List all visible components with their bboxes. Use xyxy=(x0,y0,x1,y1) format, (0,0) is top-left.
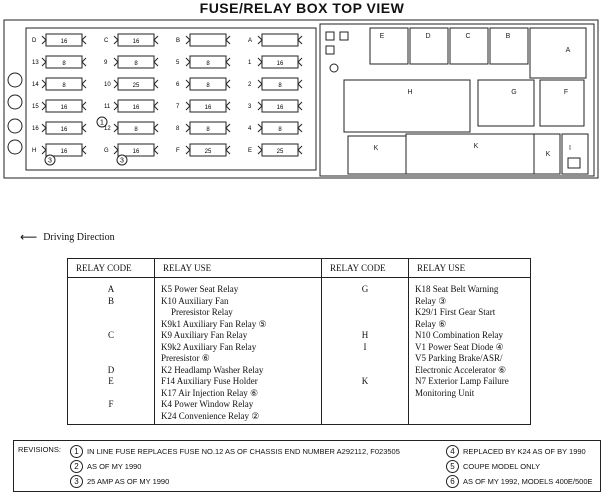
relay-code xyxy=(74,342,148,354)
fuse-rating: 16 xyxy=(60,149,68,155)
revision-number: 5 xyxy=(446,460,459,473)
fuse-position-label: 11 xyxy=(104,104,111,110)
relay-use: Relay ⑥ xyxy=(415,318,447,329)
fuse-position-label: C xyxy=(104,38,109,44)
relay-code xyxy=(328,353,402,365)
relay-use: N10 Combination Relay xyxy=(415,330,503,340)
fuse-rating: 8 xyxy=(134,61,138,67)
revision-item xyxy=(70,445,400,458)
fuse-rating: 16 xyxy=(132,149,140,155)
col-relay-use-1: RELAY USE xyxy=(155,259,322,278)
fuse-rating: 8 xyxy=(206,83,210,89)
relay-use: N7 Exterior Lamp Failure xyxy=(415,376,509,386)
revisions-label: REVISIONS: xyxy=(18,445,61,454)
relay-label: C xyxy=(465,33,471,40)
relay-code: B xyxy=(107,295,114,306)
fuse-rating: 8 xyxy=(62,83,66,89)
relay-code xyxy=(328,296,402,308)
relay-use: Electronic Accelerator ⑥ xyxy=(415,364,507,375)
relay-code xyxy=(74,319,148,331)
relay-label: A xyxy=(565,47,571,54)
fuse-position-label: 12 xyxy=(104,126,111,132)
revision-text: IN LINE FUSE REPLACES FUSE NO.12 AS OF CHASSIS END NUMBER A292112, F023505 xyxy=(87,447,400,456)
relay-label: B xyxy=(505,33,511,40)
col-relay-use-2: RELAY USE xyxy=(409,259,531,278)
fuse-position-label: 8 xyxy=(176,126,180,132)
fuse-position-label: 3 xyxy=(248,104,252,110)
right-codes xyxy=(322,278,409,425)
revision-text: COUPE MODEL ONLY xyxy=(463,462,541,471)
relay-code: H xyxy=(361,330,369,340)
fuse-relay-box-diagram xyxy=(0,18,604,180)
relay-use: K9k2 Auxiliary Fan Relay xyxy=(161,341,257,352)
diagram-title: FUSE/RELAY BOX TOP VIEW xyxy=(199,0,405,16)
relay-code xyxy=(74,388,148,400)
revision-number: 4 xyxy=(446,445,459,458)
fuse-position-label: 5 xyxy=(176,60,180,66)
fuse-position-label: A xyxy=(248,38,253,44)
relay-table xyxy=(67,258,531,425)
fuse-position-label: B xyxy=(176,38,181,44)
revision-number: 3 xyxy=(70,475,83,488)
driving-direction xyxy=(20,230,115,244)
relay-use: K29/1 First Gear Start xyxy=(415,307,496,317)
fuse-rating: 25 xyxy=(132,83,140,89)
fuse-rating: 16 xyxy=(204,105,212,111)
fuse-rating: 8 xyxy=(278,83,282,89)
revision-text: AS OF MY 1992, MODELS 400E/500E xyxy=(463,477,593,486)
left-uses xyxy=(155,278,322,425)
fuse-clip xyxy=(258,36,302,44)
fuse-position-label: 4 xyxy=(248,126,252,132)
fuse-rating: 8 xyxy=(278,127,282,133)
fuse-position-label: 13 xyxy=(32,60,39,66)
relay-label: E xyxy=(379,33,385,40)
fuse-rating: 16 xyxy=(60,39,68,45)
relay-label: I xyxy=(569,145,571,152)
fuse-rating: 8 xyxy=(206,61,210,67)
revision-number: 6 xyxy=(446,475,459,488)
col-relay-code-2: RELAY CODE xyxy=(322,259,409,278)
fuse-rating: 16 xyxy=(60,127,68,133)
fuse xyxy=(190,34,226,46)
revision-marker-label: 3 xyxy=(120,157,124,165)
fuse-position-label: E xyxy=(248,148,253,154)
revision-marker-label: 3 xyxy=(48,157,52,165)
relay-use: Preresistor Relay xyxy=(171,307,233,317)
fuse-position-label: 15 xyxy=(32,104,39,110)
relay-code xyxy=(74,411,148,423)
relay-code: G xyxy=(361,284,369,294)
driving-direction-label: Driving Direction xyxy=(43,231,115,243)
relay-label: G xyxy=(511,89,517,96)
relay-use: Preresistor ⑥ xyxy=(161,353,210,363)
revision-marker-label: 1 xyxy=(100,119,104,127)
fuse-rating: 8 xyxy=(134,127,138,133)
relay-use: K17 Air Injection Relay ⑥ xyxy=(161,387,259,398)
fuse-rating: 16 xyxy=(60,105,68,111)
fuse-rating: 16 xyxy=(132,39,140,45)
fuse-position-label: 14 xyxy=(32,82,39,88)
relay-label: F xyxy=(563,89,569,96)
relay-code: F xyxy=(108,399,114,409)
relay-label: K xyxy=(373,145,379,152)
relay-code xyxy=(328,388,402,400)
relay-label: K xyxy=(473,143,479,150)
col-relay-code-1: RELAY CODE xyxy=(68,259,155,278)
fuse-position-label: D xyxy=(32,38,37,44)
fuse-rating: 8 xyxy=(62,61,66,67)
left-arrow-icon: ⟵ xyxy=(20,230,38,244)
revision-item xyxy=(446,445,586,458)
relay-use: V5 Parking Brake/ASR/ xyxy=(415,353,503,363)
fuse-position-label: 10 xyxy=(104,82,111,88)
revision-text: AS OF MY 1990 xyxy=(87,462,142,471)
relay-use: K9k1 Auxiliary Fan Relay ⑤ xyxy=(161,318,267,329)
right-uses xyxy=(409,278,531,425)
fuse-position-label: 6 xyxy=(176,82,180,88)
relay-code xyxy=(74,307,148,319)
relay-code: D xyxy=(107,364,115,375)
revision-item xyxy=(446,475,593,488)
fuse-position-label: 7 xyxy=(176,104,180,110)
relay-code: C xyxy=(107,330,114,340)
relay-use: Monitoring Unit xyxy=(415,387,475,398)
revision-item xyxy=(446,460,540,473)
fuse-position-label: 2 xyxy=(248,82,252,88)
fuse-position-label: 9 xyxy=(104,60,108,66)
relay-code: A xyxy=(107,284,115,294)
fuse-position-label: F xyxy=(176,148,180,154)
relay-code xyxy=(328,365,402,377)
relay-use: K2 Headlamp Washer Relay xyxy=(161,364,264,375)
relay-label: H xyxy=(407,89,413,96)
revision-text: REPLACED BY K24 AS OF BY 1990 xyxy=(463,447,586,456)
relay-use: K24 Convenience Relay ② xyxy=(161,410,260,421)
fuse-position-label: H xyxy=(32,148,37,154)
relay-use: F14 Auxiliary Fuse Holder xyxy=(161,376,258,386)
relay-use: K18 Seat Belt Warning xyxy=(415,284,499,294)
revision-text: 25 AMP AS OF MY 1990 xyxy=(87,477,170,486)
relay-use: Relay ③ xyxy=(415,295,447,306)
fuse-rating: 8 xyxy=(206,127,210,133)
fuse-rating: 16 xyxy=(276,105,284,111)
fuse-position-label: 1 xyxy=(248,60,252,66)
fuse-rating: 25 xyxy=(204,149,212,155)
revision-item xyxy=(70,460,141,473)
relay-use: V1 Power Seat Diode ④ xyxy=(415,341,504,352)
relay-use: K4 Power Window Relay xyxy=(161,399,254,409)
relay-code: K xyxy=(361,376,369,386)
fuse-clip xyxy=(186,36,230,44)
revision-number: 2 xyxy=(70,460,83,473)
relay-code: E xyxy=(108,376,114,386)
fuse-position-label: 16 xyxy=(32,126,39,132)
relay-code xyxy=(328,319,402,331)
fuse-rating: 16 xyxy=(276,61,284,67)
fuse-position-label: G xyxy=(104,148,109,154)
revision-item xyxy=(70,475,169,488)
relay-code xyxy=(328,307,402,319)
relay-use: K10 Auxiliary Fan xyxy=(161,295,229,306)
revisions-box xyxy=(13,440,601,492)
relay-code xyxy=(74,353,148,365)
fuse-rating: 16 xyxy=(132,105,140,111)
fuse-rating: 25 xyxy=(276,149,284,155)
left-codes xyxy=(68,278,155,425)
fuse xyxy=(262,34,298,46)
revision-number: 1 xyxy=(70,445,83,458)
relay-label: K xyxy=(545,151,551,158)
relay-code: I xyxy=(363,341,367,352)
relay-label: D xyxy=(425,33,431,40)
relay-use: K5 Power Seat Relay xyxy=(161,284,239,294)
relay-use: K9 Auxiliary Fan Relay xyxy=(161,330,248,340)
